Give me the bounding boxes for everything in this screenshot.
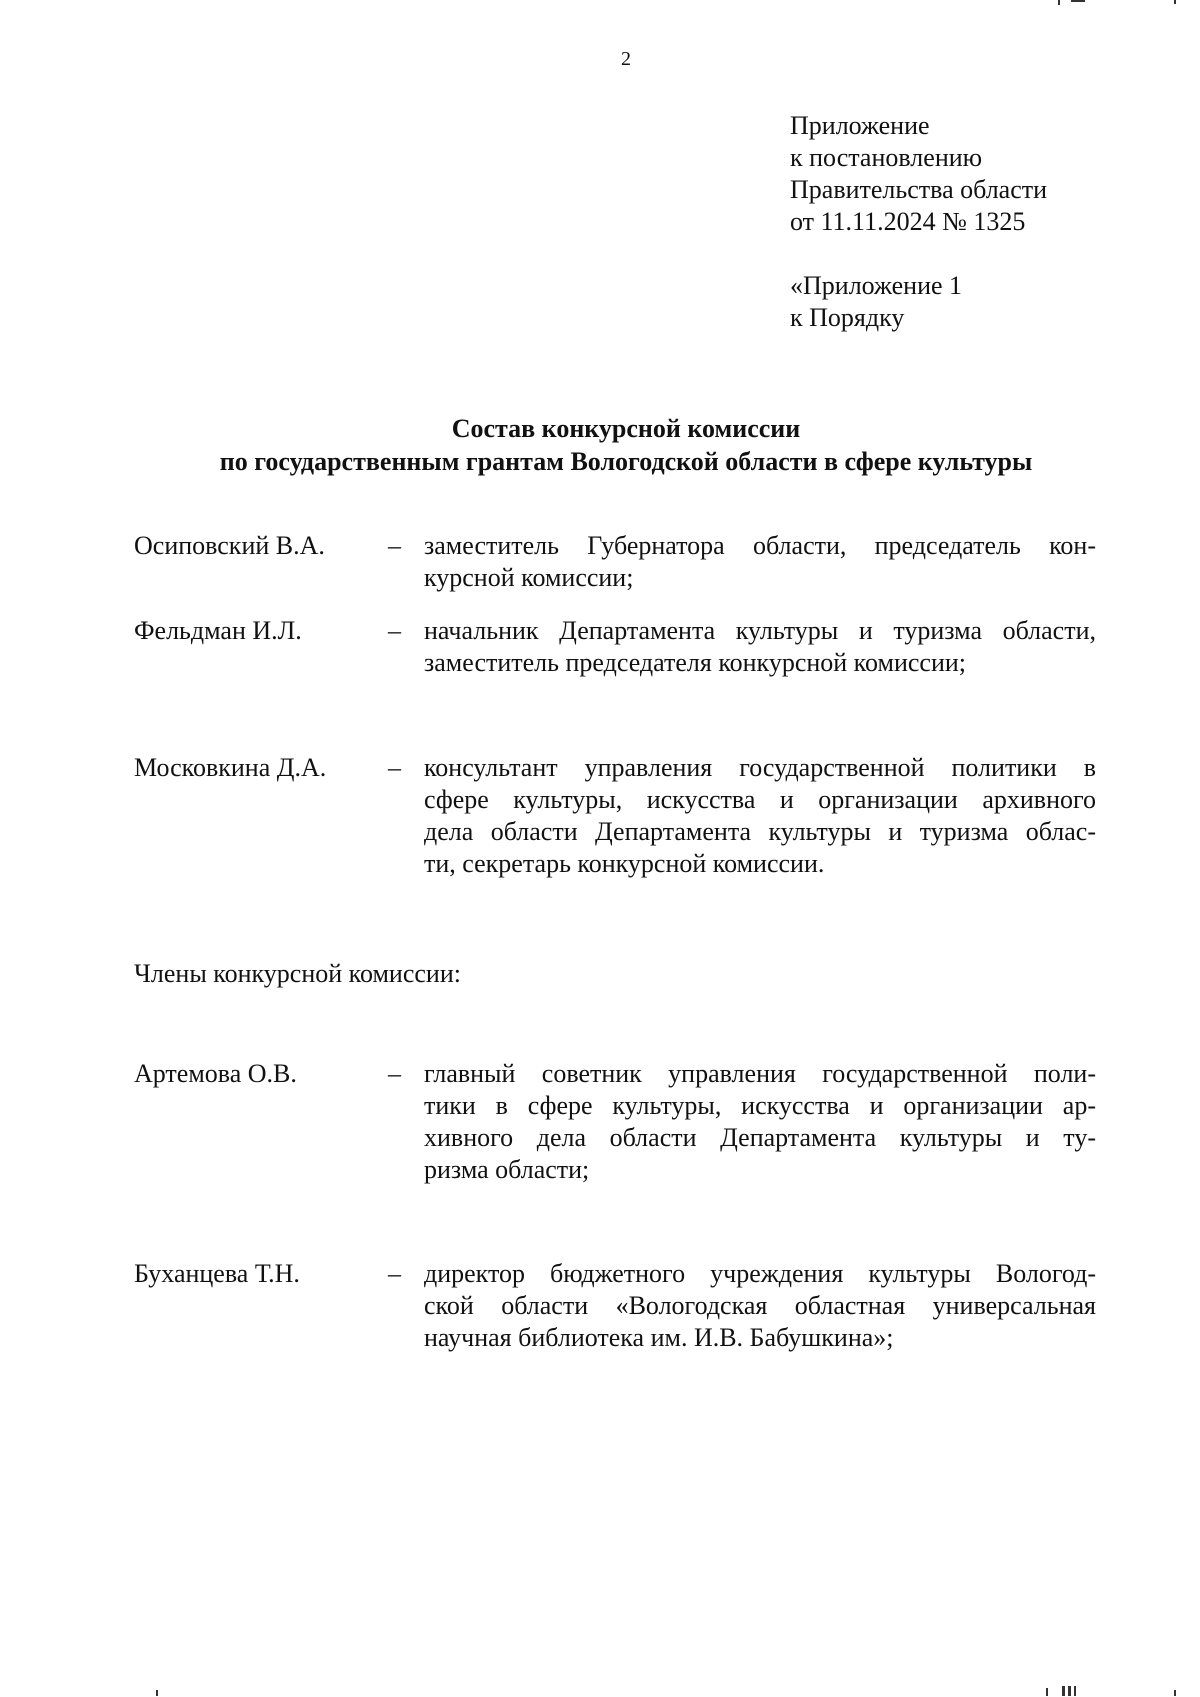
- appendix-line: к постановлению: [790, 143, 983, 172]
- scan-artifact: [1074, 1686, 1076, 1696]
- role-line: начальник Департамента культуры и туризма области,: [424, 616, 1096, 645]
- member-name: Московкина Д.А.: [134, 753, 327, 782]
- role-line: ризма области;: [424, 1155, 590, 1184]
- scan-artifact: [1062, 1686, 1065, 1696]
- role-line: хивного дела области Департамента культуры и ту-: [424, 1123, 1096, 1152]
- title-line-2: по государственным грантам Вологодской области в сфере культуры: [219, 447, 1033, 476]
- role-line: научная библиотека им. И.В. Бабушкина»;: [424, 1323, 894, 1352]
- scan-artifact: [1174, 1690, 1176, 1696]
- appendix-block: [790, 110, 1047, 238]
- dash: –: [388, 753, 401, 782]
- member-role: [424, 615, 1096, 679]
- dash: –: [388, 1259, 401, 1288]
- appendix-to-order-line: «Приложение 1: [790, 271, 963, 300]
- member-name: Артемова О.В.: [134, 1059, 297, 1088]
- member-role: [424, 1258, 1096, 1354]
- appendix-line: Приложение: [790, 111, 930, 140]
- appendix-to-order-line: к Порядку: [790, 303, 905, 332]
- role-line: консультант управления государственной политики в: [424, 753, 1096, 782]
- member-name: Буханцева Т.Н.: [134, 1259, 300, 1288]
- appendix-to-order-block: [790, 270, 962, 334]
- page-number: 2: [621, 48, 631, 70]
- role-line: тики в сфере культуры, искусства и организации ар-: [424, 1091, 1096, 1120]
- role-line: заместитель Губернатора области, председатель кон-: [424, 531, 1096, 560]
- role-line: ской области «Вологодская областная универсальная: [424, 1291, 1096, 1320]
- dash: –: [388, 531, 401, 560]
- role-line: заместитель председателя конкурсной комиссии;: [424, 648, 967, 677]
- role-line: главный советник управления государственной поли-: [424, 1059, 1096, 1088]
- appendix-line: Правительства области: [790, 175, 1048, 204]
- scan-artifact: [156, 1690, 158, 1696]
- scan-artifact: [1046, 1688, 1048, 1696]
- title-line-1: Состав конкурсной комиссии: [451, 414, 801, 443]
- member-role: [424, 752, 1096, 880]
- scan-artifact: [1058, 0, 1060, 5]
- member-name: Фельдман И.Л.: [134, 616, 302, 645]
- role-line: сфере культуры, искусства и организации архивного: [424, 785, 1096, 814]
- members-heading: Члены конкурсной комиссии:: [134, 959, 461, 988]
- appendix-line: от 11.11.2024 № 1325: [790, 207, 1026, 236]
- member-role: [424, 1058, 1096, 1186]
- scan-artifact: [1071, 0, 1085, 2]
- scan-artifact: [1174, 0, 1176, 4]
- role-line: ти, секретарь конкурсной комиссии.: [424, 849, 825, 878]
- role-line: директор бюджетного учреждения культуры Вологод-: [424, 1259, 1096, 1288]
- member-role: [424, 530, 1096, 594]
- scan-artifact: [1068, 1686, 1071, 1696]
- dash: –: [388, 616, 401, 645]
- role-line: курсной комиссии;: [424, 563, 634, 592]
- document-title: [0, 412, 1200, 478]
- role-line: дела области Департамента культуры и туризма облас-: [424, 817, 1096, 846]
- member-name: Осиповский В.А.: [134, 531, 325, 560]
- dash: –: [388, 1059, 401, 1088]
